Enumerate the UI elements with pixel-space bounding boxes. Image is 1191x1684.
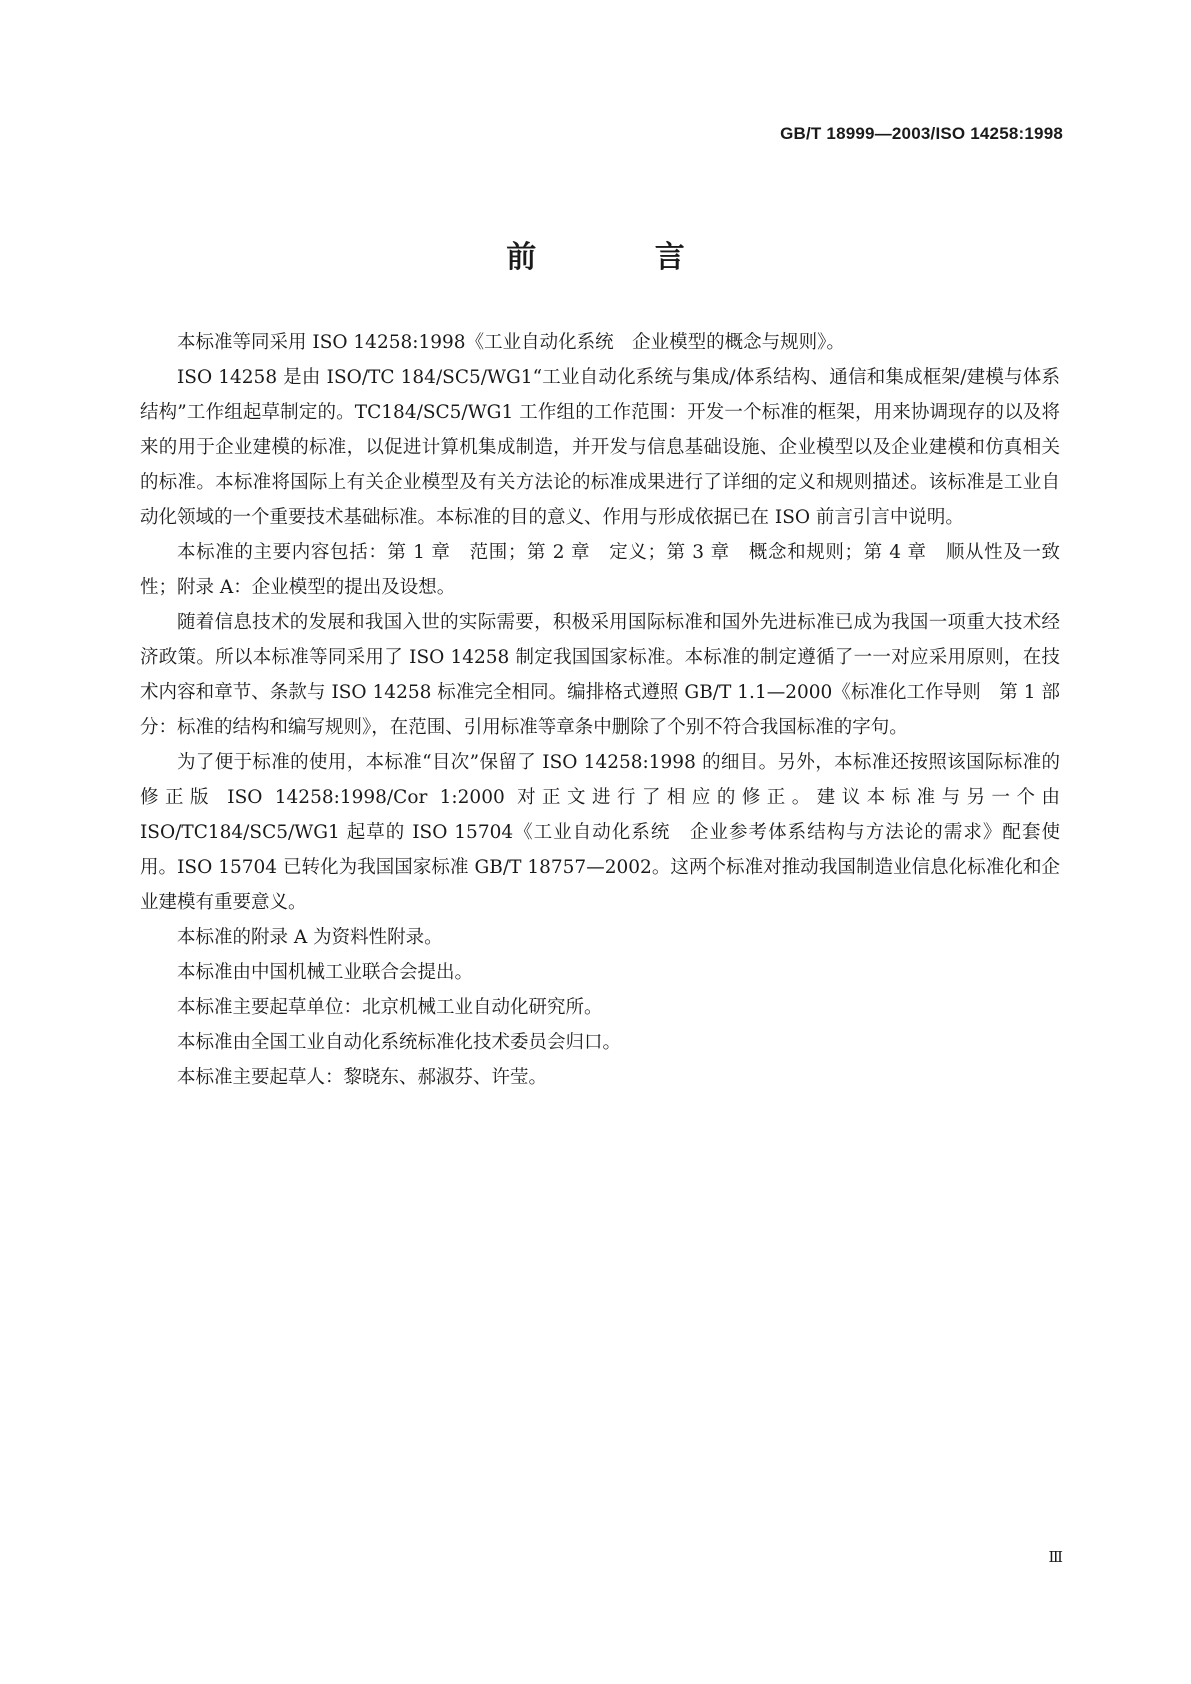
page-title: 前 言 [506, 240, 739, 275]
page-number: Ⅲ [1048, 1548, 1063, 1566]
paragraph-contents: 本标准的主要内容包括：第 1 章 范围；第 2 章 定义；第 3 章 概念和规则；第 4 章 顺从性及一致性；附录 A：企业模型的提出及设想。 [140, 542, 1060, 598]
paragraph-annex: 本标准的附录 A 为资料性附录。 [177, 927, 443, 948]
paragraph-policy: 随着信息技术的发展和我国入世的实际需要，积极采用国际标准和国外先进标准已成为我国一项重大技术经济政策。所以本标准等同采用了 ISO 14258 制定我国国家标准。本标准的制定遵循了一一对应采用原则，在技术内容和章节、条款与 ISO 14258 标准完全相同。编排格式遵照 GB/T 1.1—2000《标准化工作导则 第 1 部分：标准的结构和编写规则》，在范围、引用标准等章条中删除了个别不符合我国标准的字句。 [140, 612, 1060, 738]
paragraph-origin: ISO 14258 是由 ISO/TC 184/SC5/WG1“工业自动化系统与集成/体系结构、通信和集成框架/建模与体系结构”工作组起草制定的。TC184/SC5/WG1 工作组的工作范围：开发一个标准的框架，用来协调现存的以及将来的用于企业建模的标准，以促进计算机集成制造，并开发与信息基础设施、企业模型以及企业建模和仿真相关的标准。本标准将国际上有关企业模型及有关方法论的标准成果进行了详细的定义和规则描述。该标准是工业自动化领域的一个重要技术基础标准。本标准的目的意义、作用与形成依据已在 ISO 前言引言中说明。 [140, 367, 1060, 528]
standard-code: GB/T 18999—2003/ISO 14258:1998 [780, 124, 1063, 143]
paragraph-committee: 本标准由全国工业自动化系统标准化技术委员会归口。 [177, 1032, 622, 1053]
paragraph-proposer: 本标准由中国机械工业联合会提出。 [177, 962, 474, 983]
paragraph-usage: 为了便于标准的使用，本标准“目次”保留了 ISO 14258:1998 的细目。另外，本标准还按照该国际标准的修正版 ISO 14258:1998/Cor 1:2000 对正文进行了相应的修正。建议本标准与另一个由 ISO/TC184/SC5/WG1 起草的 ISO 15704《工业自动化系统 企业参考体系结构与方法论的需求》配套使用。ISO 15704 已转化为我国国家标准 GB/T 18757—2002。这两个标准对推动我国制造业信息化标准化和企业建模有重要意义。 [140, 752, 1060, 913]
paragraph-drafters: 本标准主要起草人：黎晓东、郝淑芬、许莹。 [177, 1067, 548, 1088]
paragraph-drafting-unit: 本标准主要起草单位：北京机械工业自动化研究所。 [177, 997, 603, 1018]
foreword-body [140, 325, 1060, 1095]
paragraph-adoption: 本标准等同采用 ISO 14258:1998《工业自动化系统 企业模型的概念与规则》。 [177, 332, 845, 353]
